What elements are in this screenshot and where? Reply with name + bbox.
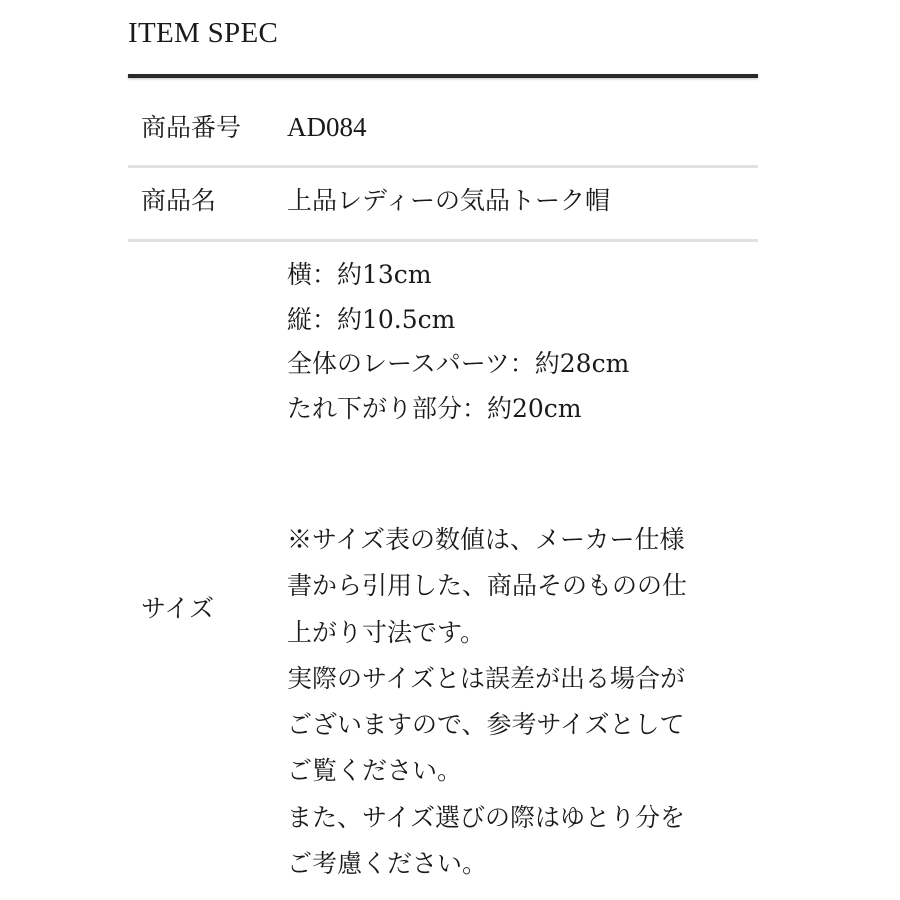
size-label: サイズ (141, 594, 215, 623)
item-number-value: AD084 (287, 112, 367, 142)
dimension-line: 全体のレースパーツ：約28cm (287, 349, 630, 378)
item-name-value: 上品レディーの気品トーク帽 (287, 186, 611, 215)
size-dimensions (287, 253, 757, 431)
note-line: 上がり寸法です。 (287, 617, 486, 647)
heading-divider (128, 74, 758, 78)
note-line: また、サイズ選びの際はゆとり分を (287, 802, 686, 832)
size-notes (287, 517, 757, 887)
note-line: ※サイズ表の数値は、メーカー仕様 (287, 525, 685, 554)
item-name-label: 商品名 (141, 186, 217, 215)
note-line: ございますので、参考サイズとして (287, 710, 685, 740)
note-line: 実際のサイズとは誤差が出る場合が (287, 663, 686, 693)
note-line: ご覧ください。 (287, 756, 463, 786)
note-line: ご考慮ください。 (287, 849, 488, 879)
dimension-line: 横：約13cm (287, 260, 432, 289)
section-heading: ITEM SPEC (128, 17, 279, 49)
row-divider (128, 239, 758, 242)
row-divider (128, 165, 758, 168)
item-number-label: 商品番号 (141, 113, 242, 142)
dimension-line: たれ下がり部分：約20cm (287, 393, 582, 423)
note-line: 書から引用した、商品そのものの仕 (287, 571, 688, 601)
dimension-line: 縦：約10.5cm (287, 304, 456, 334)
